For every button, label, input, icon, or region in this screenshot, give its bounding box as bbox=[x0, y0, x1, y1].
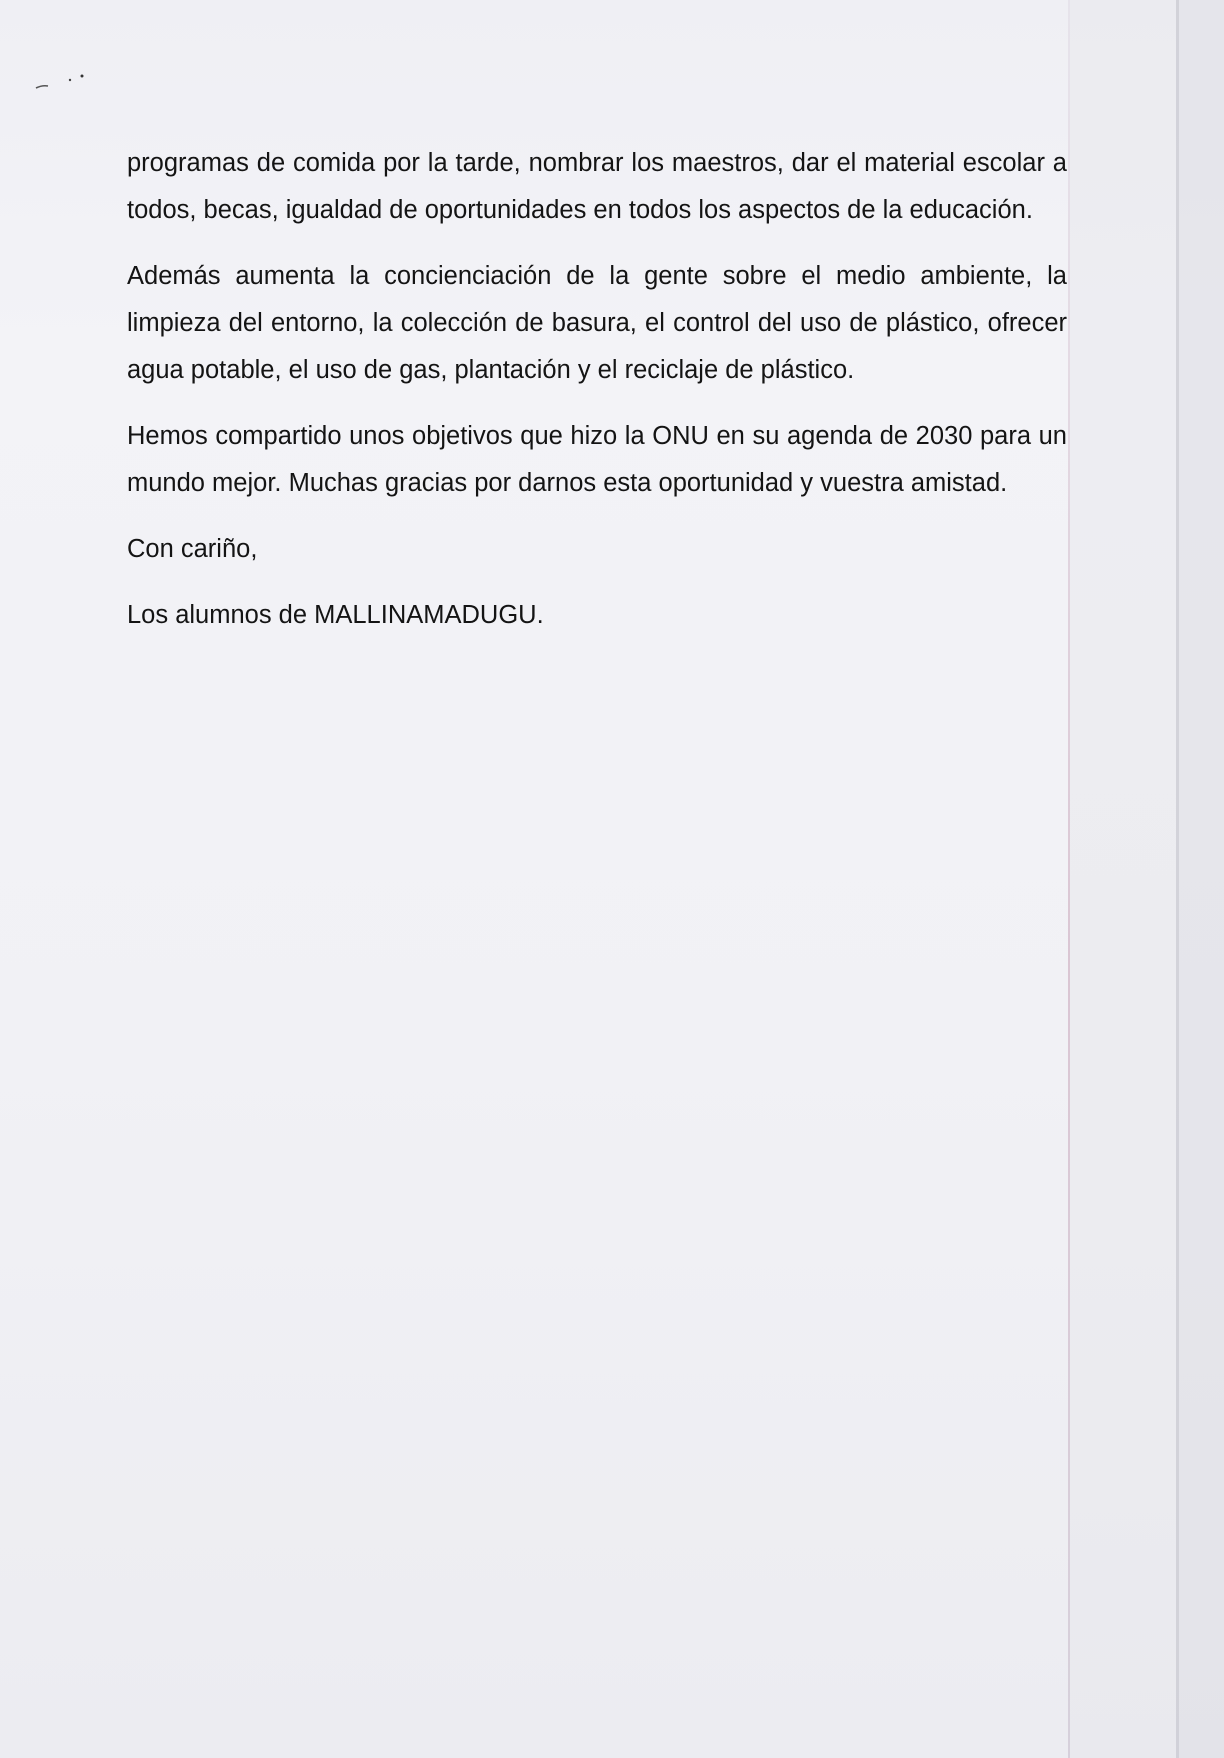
paragraph-education: programas de comida por la tarde, nombrar los maestros, dar el material escolar a todos, becas, igualdad de oportunidades en todos los aspectos de la educación. bbox=[127, 149, 1067, 224]
underlying-sheet-margin bbox=[1179, 0, 1224, 1758]
sheet-edge-line bbox=[1068, 0, 1070, 1758]
scan-speck-mark bbox=[30, 72, 84, 92]
signature-line: Los alumnos de MALLINAMADUGU. bbox=[127, 601, 544, 629]
paragraph-agenda-2030: Hemos compartido unos objetivos que hizo la ONU en su agenda de 2030 para un mundo mejor. Muchas gracias por darnos esta oportunidad y vuestra amistad. bbox=[127, 422, 1067, 497]
paragraph-environment: Además aumenta la concienciación de la gente sobre el medio ambiente, la limpieza del entorno, la colección de basura, el control del uso de plástico, ofrecer agua potable, el uso de gas, plantación y el reciclaje de plástico. bbox=[127, 262, 1067, 384]
letter-body bbox=[127, 140, 1067, 658]
closing-line: Con cariño, bbox=[127, 535, 258, 563]
underlying-sheet-strip bbox=[1070, 0, 1176, 1758]
